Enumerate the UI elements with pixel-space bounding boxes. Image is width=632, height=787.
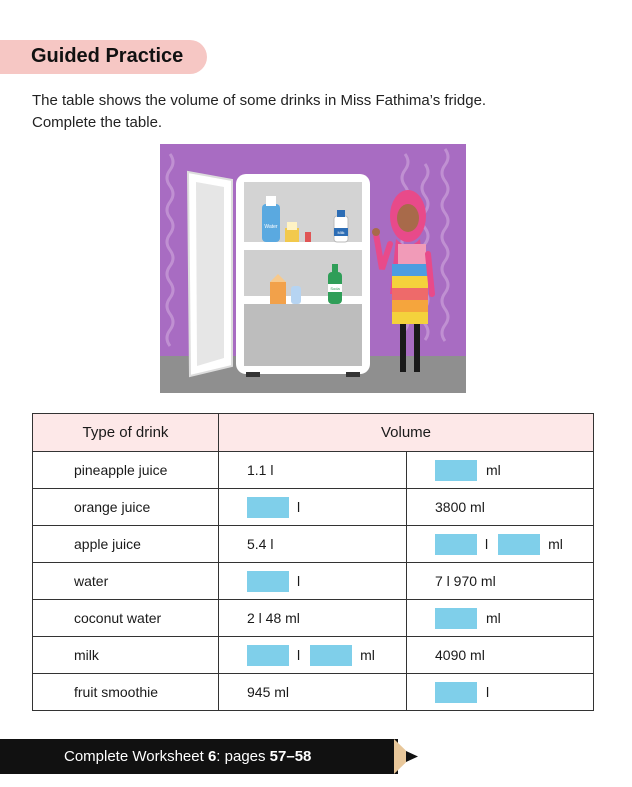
volume-cell — [219, 489, 407, 526]
drink-name: orange juice — [33, 489, 219, 526]
table-row — [33, 674, 594, 711]
answer-box[interactable] — [435, 534, 477, 555]
answer-box[interactable] — [435, 682, 477, 703]
unit-label: ml — [486, 462, 501, 478]
footer-middle: : pages — [216, 748, 270, 765]
volume-cell: 3800 ml — [407, 489, 594, 526]
volume-cell — [219, 637, 407, 674]
unit-label: l — [297, 573, 301, 589]
volume-cell — [219, 563, 407, 600]
section-title: Guided Practice — [31, 45, 184, 67]
unit-label: l — [485, 536, 489, 552]
drink-name: fruit smoothie — [33, 674, 219, 711]
volume-cell — [407, 526, 594, 563]
header-volume: Volume — [219, 414, 594, 452]
answer-box[interactable] — [498, 534, 540, 555]
water-bottle-label: Water — [264, 224, 278, 230]
volume-cell — [407, 674, 594, 711]
unit-label: ml — [360, 647, 375, 663]
footer-pages: 57–58 — [269, 748, 312, 765]
unit-label: l — [486, 684, 490, 700]
footer-prefix: Complete Worksheet — [64, 748, 208, 765]
drink-name: pineapple juice — [33, 452, 219, 489]
instructions-line-2: Complete the table. — [32, 114, 163, 131]
instructions — [32, 90, 592, 134]
volume-cell: 5.4 l — [219, 526, 407, 563]
unit-label: ml — [486, 610, 501, 626]
drink-name: apple juice — [33, 526, 219, 563]
table-row — [33, 637, 594, 674]
volume-cell: 4090 ml — [407, 637, 594, 674]
instructions-line-1: The table shows the volume of some drinks in Miss Fathima’s fridge. — [32, 92, 487, 109]
unit-label: ml — [548, 536, 563, 552]
table-row — [33, 600, 594, 637]
drinks-volume-table — [32, 413, 594, 711]
table-header-row — [33, 414, 594, 452]
green-bottle-label: Soda — [330, 286, 340, 291]
answer-box[interactable] — [435, 460, 477, 481]
table-row — [33, 563, 594, 600]
pencil-arrow-icon — [394, 739, 424, 774]
unit-label: l — [297, 647, 301, 663]
answer-box[interactable] — [247, 497, 289, 518]
unit-label: l — [297, 499, 301, 515]
answer-box[interactable] — [435, 608, 477, 629]
answer-box[interactable] — [247, 645, 289, 666]
answer-box[interactable] — [247, 571, 289, 592]
volume-cell: 1.1 l — [219, 452, 407, 489]
drink-name: milk — [33, 637, 219, 674]
volume-cell — [407, 600, 594, 637]
header-type-of-drink: Type of drink — [33, 414, 219, 452]
volume-cell: 7 l 970 ml — [407, 563, 594, 600]
volume-cell — [407, 452, 594, 489]
volume-cell: 2 l 48 ml — [219, 600, 407, 637]
table-row — [33, 489, 594, 526]
section-heading — [0, 40, 207, 74]
footer-worksheet-link[interactable] — [64, 748, 311, 765]
fridge-illustration — [160, 144, 466, 393]
table-row — [33, 452, 594, 489]
answer-box[interactable] — [310, 645, 352, 666]
volume-cell: 945 ml — [219, 674, 407, 711]
table-row — [33, 526, 594, 563]
footer-worksheet-number: 6 — [207, 748, 217, 765]
milk-label: Milk — [337, 230, 345, 235]
drink-name: coconut water — [33, 600, 219, 637]
drink-name: water — [33, 563, 219, 600]
